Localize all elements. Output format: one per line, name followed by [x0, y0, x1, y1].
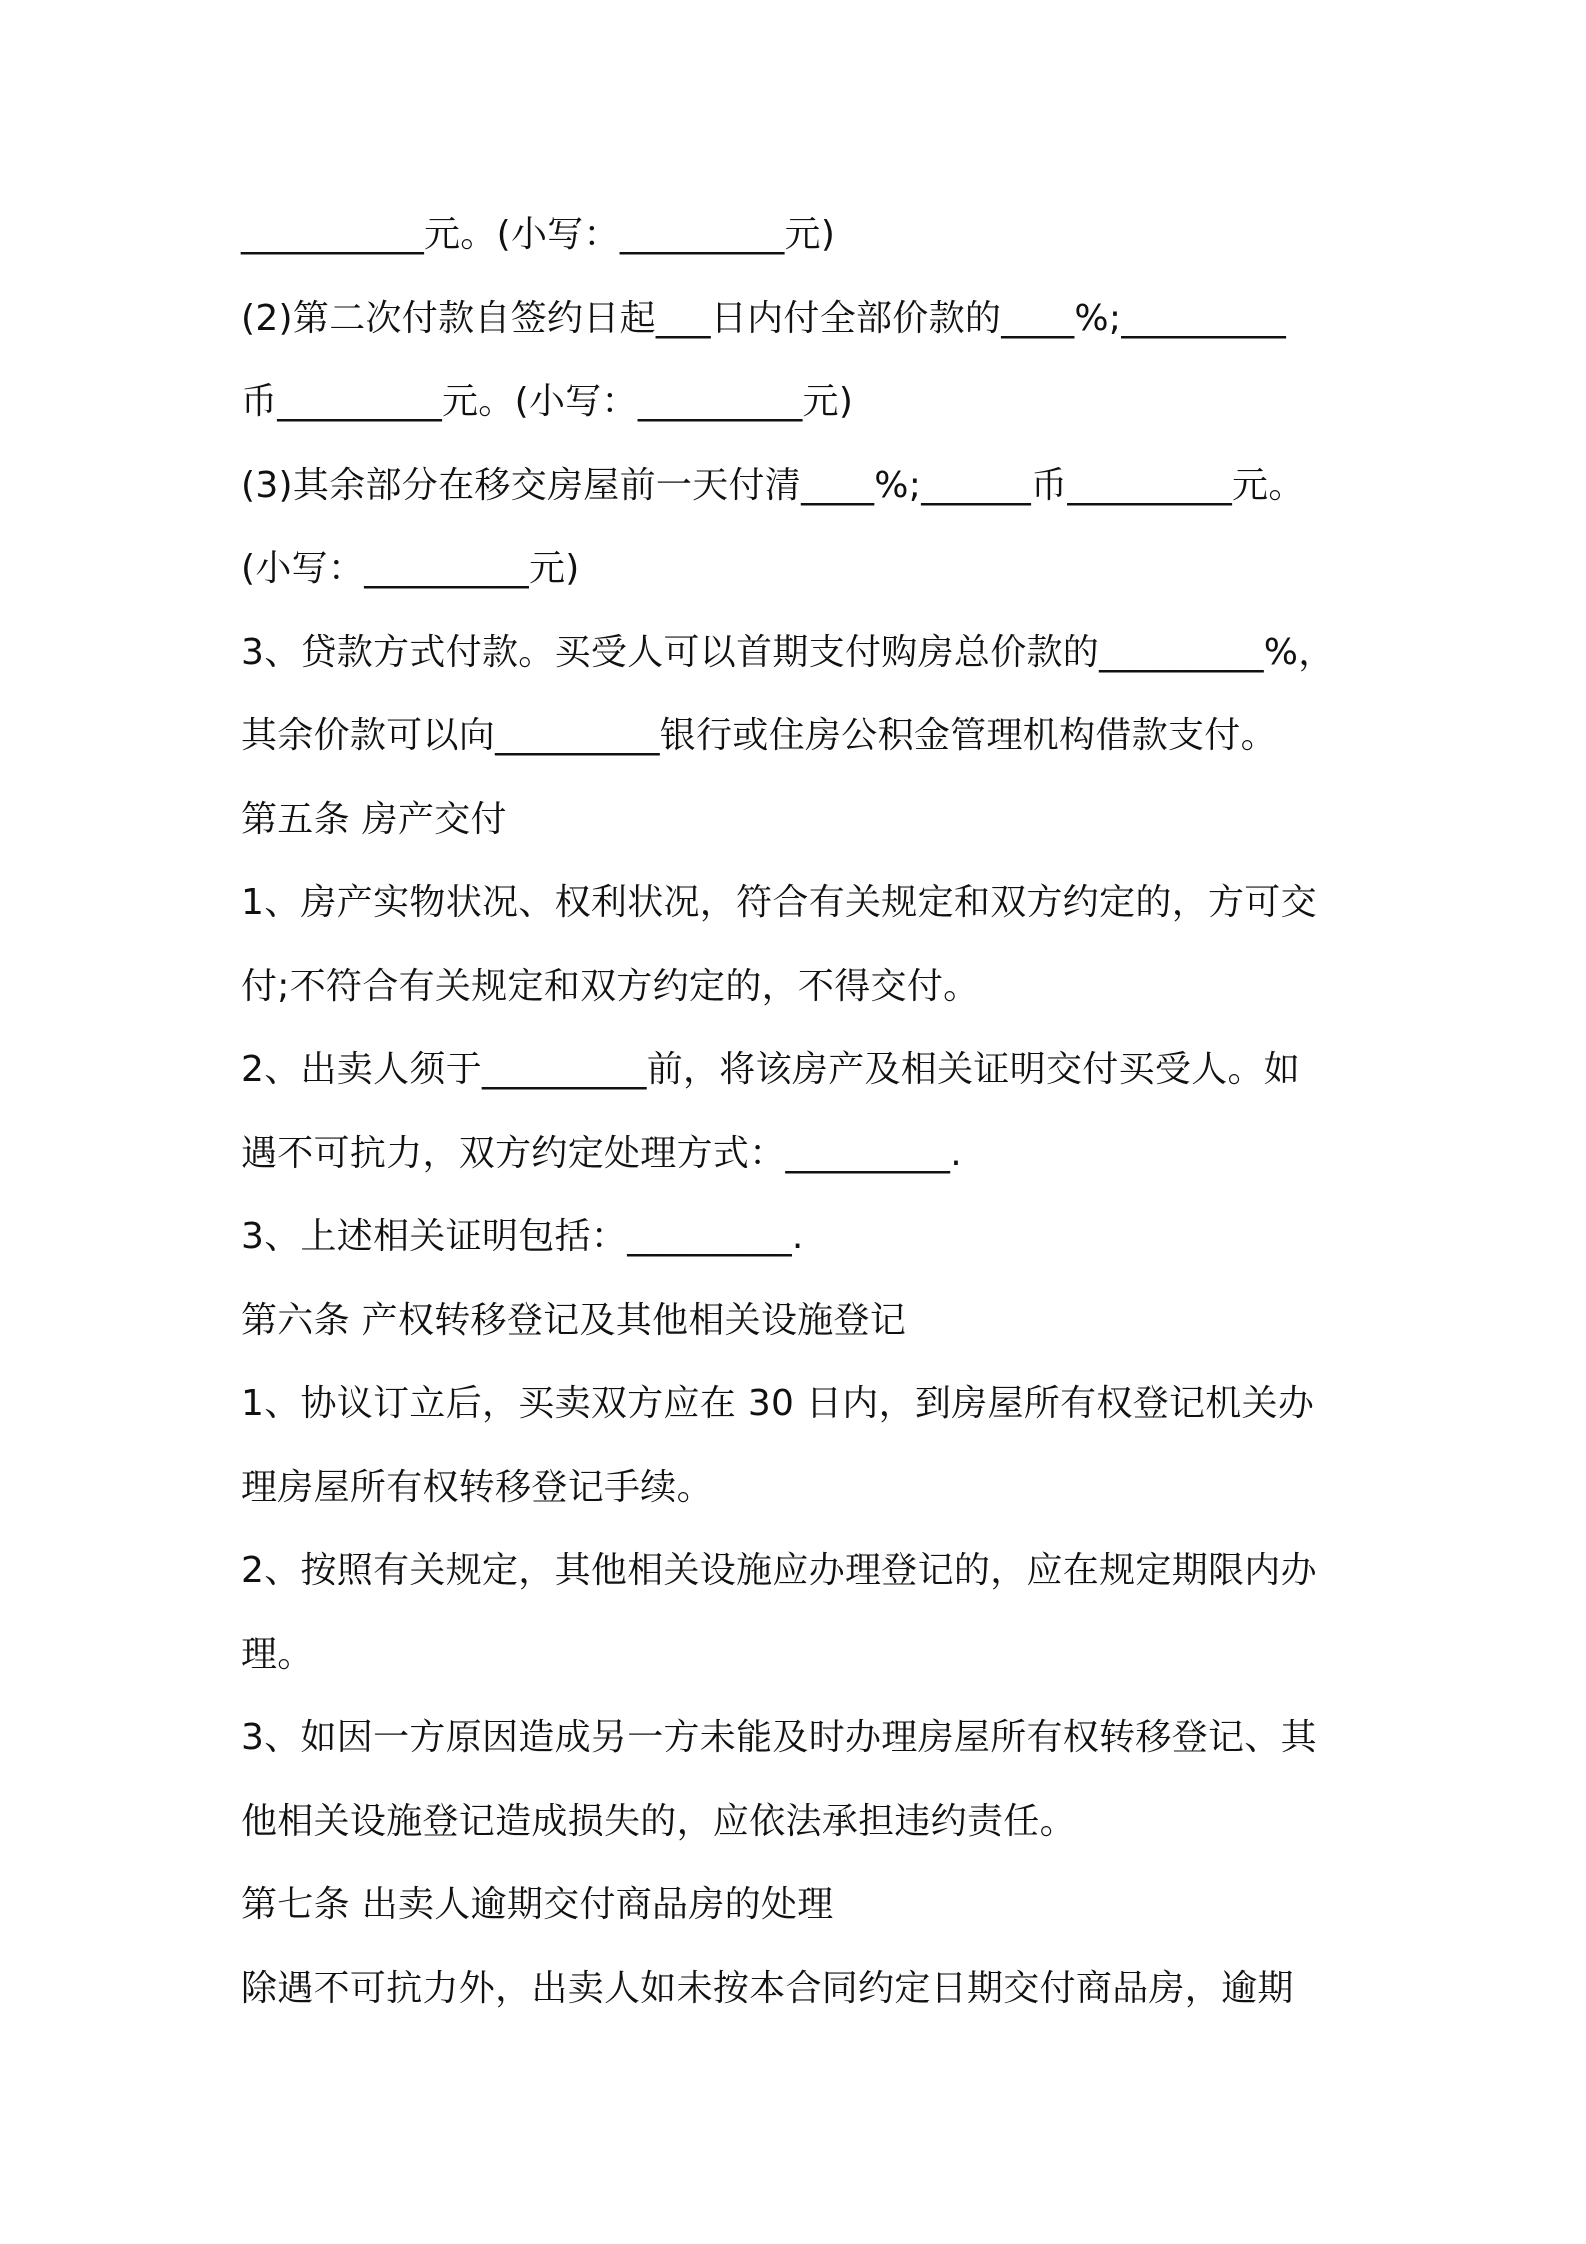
text-line: 除遇不可抗力外，出卖人如未按本合同约定日期交付商品房，逾期 [241, 1967, 1294, 2009]
text-line: 他相关设施登记造成损失的，应依法承担违约责任。 [241, 1800, 1076, 1842]
text-line: 3、如因一方原因造成另一方未能及时办理房屋所有权转移登记、其 [241, 1717, 1317, 1758]
document-body [241, 193, 1371, 2030]
text-line: 2、出卖人须于_________前，将该房产及相关证明交付买受人。如 [241, 1049, 1301, 1090]
text-line: __________元。(小写：_________元) [241, 214, 836, 255]
section-heading: 第六条 产权转移登记及其他相关设施登记 [241, 1299, 907, 1341]
text-line: 1、协议订立后，买卖双方应在 30 日内，到房屋所有权登记机关办 [241, 1383, 1315, 1424]
section-heading: 第五条 房产交付 [241, 798, 507, 840]
text-line: 3、贷款方式付款。买受人可以首期支付购房总价款的_________%， [241, 631, 1335, 673]
text-line: (3)其余部分在移交房屋前一天付清____%;______币_________元。 [241, 464, 1305, 506]
text-line: 遇不可抗力，双方约定处理方式：_________. [241, 1132, 962, 1174]
text-line: 3、上述相关证明包括：_________. [241, 1216, 804, 1257]
text-line: 理房屋所有权转移登记手续。 [241, 1466, 713, 1508]
text-line: 币_________元。(小写：_________元) [241, 381, 854, 422]
section-heading: 第七条 出卖人逾期交付商品房的处理 [241, 1884, 834, 1925]
text-line: 付;不符合有关规定和双方约定的，不得交付。 [241, 965, 980, 1007]
text-line: 其余价款可以向_________银行或住房公积金管理机构借款支付。 [241, 715, 1277, 756]
text-line: 1、房产实物状况、权利状况，符合有关规定和双方约定的，方可交 [241, 882, 1317, 923]
text-line: (2)第二次付款自签约日起___日内付全部价款的____%;_________ [241, 297, 1287, 339]
text-line: 2、按照有关规定，其他相关设施应办理登记的，应在规定期限内办 [241, 1550, 1317, 1591]
text-line: 理。 [241, 1633, 314, 1675]
text-line: (小写：_________元) [241, 548, 580, 589]
